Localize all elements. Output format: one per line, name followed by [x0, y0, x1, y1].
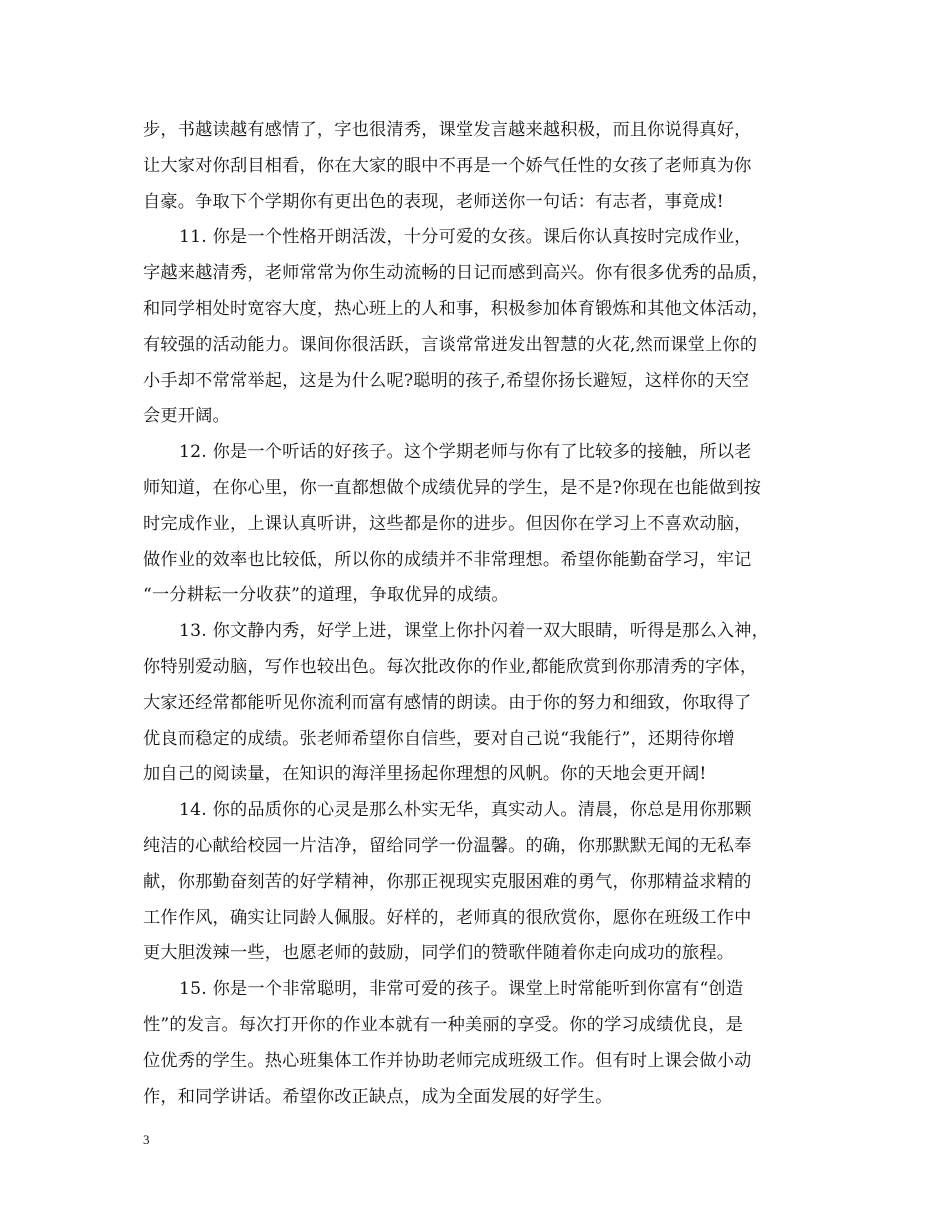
text-line: 更大胆泼辣一些，也愿老师的鼓励，同学们的赞歌伴随着你走向成功的旅程。: [143, 943, 735, 964]
paragraph-first-line: 11. 你是一个性格开朗活泼，十分可爱的女孩。课后你认真按时完成作业，: [179, 227, 752, 248]
text-line: 字越来越清秀，老师常常为你生动流畅的日记而感到高兴。你有很多优秀的品质，: [143, 263, 769, 284]
text-line: 自豪。争取下个学期你有更出色的表现，老师送你一句话：有志者，事竟成!: [143, 191, 724, 212]
text-line: 工作作风，确实让同龄人佩服。好样的，老师真的很欣赏你，愿你在班级工作中: [143, 907, 752, 928]
text-line: 会更开阔。: [143, 406, 230, 427]
text-line: “一分耕耘一分收获”的道理，争取优异的成绩。: [143, 585, 509, 606]
text-line: 纯洁的心献给校园一片洁净，留给同学一份温馨。的确，你那默默无闻的无私奉: [143, 835, 752, 856]
text-line: 步，书越读越有感情了，字也很清秀，课堂发言越来越积极，而且你说得真好，: [143, 120, 752, 140]
page-number: 3: [143, 1132, 150, 1147]
paragraph-first-line: 12. 你是一个听话的好孩子。这个学期老师与你有了比较多的接触，所以老: [179, 442, 752, 463]
text-line: 师知道，在你心里，你一直都想做个成绩优异的学生，是不是?你现在也能做到按: [143, 477, 761, 498]
text-line: 作，和同学讲话。希望你改正缺点，成为全面发展的好学生。: [143, 1086, 613, 1107]
paragraph-first-line: 15. 你是一个非常聪明，非常可爱的孩子。课堂上时常能听到你富有“创造: [179, 979, 744, 1000]
text-line: 有较强的活动能力。课间你很活跃，言谈常常迸发出智慧的火花,然而课堂上你的: [143, 334, 758, 355]
paragraph-first-line: 14. 你的品质你的心灵是那么朴实无华，真实动人。清晨，你总是用你那颗: [179, 800, 752, 821]
text-line: 小手却不常常举起，这是为什么呢?聪明的孩子,希望你扬长避短，这样你的天空: [143, 370, 750, 391]
text-line: 优良而稳定的成绩。张老师希望你自信些，要对自己说“我能行”，还期待你增: [143, 728, 735, 749]
text-line: 做作业的效率也比较低，所以你的成绩并不非常理想。希望你能勤奋学习，牢记: [143, 549, 752, 570]
text-line: 位优秀的学生。热心班集体工作并协助老师完成班级工作。但有时上课会做小动: [143, 1050, 752, 1071]
document-body: [143, 113, 811, 1115]
text-line: 性”的发言。每次打开你的作业本就有一种美丽的享受。你的学习成绩优良，是: [143, 1014, 744, 1035]
text-line: 时完成作业，上课认真听讲，这些都是你的进步。但因你在学习上不喜欢动脑，: [143, 513, 752, 534]
text-line: 你特别爱动脑，写作也较出色。每次批改你的作业,都能欣赏到你那清秀的字体，: [143, 656, 758, 677]
paragraph-first-line: 13. 你文静内秀，好学上进，课堂上你扑闪着一双大眼睛，听得是那么入神，: [179, 621, 770, 642]
text-line: 和同学相处时宽容大度，热心班上的人和事，积极参加体育锻炼和其他文体活动，: [143, 298, 769, 319]
text-line: 加自己的阅读量，在知识的海洋里扬起你理想的风帆。你的天地会更开阔!: [143, 764, 707, 785]
text-line: 让大家对你刮目相看，你在大家的眼中不再是一个娇气任性的女孩了老师真为你: [143, 155, 752, 176]
text-line: 大家还经常都能听见你流利而富有感情的朗读。由于你的努力和细致，你取得了: [143, 692, 752, 713]
text-line: 献，你那勤奋刻苦的好学精神，你那正视现实克服困难的勇气，你那精益求精的: [143, 871, 752, 892]
